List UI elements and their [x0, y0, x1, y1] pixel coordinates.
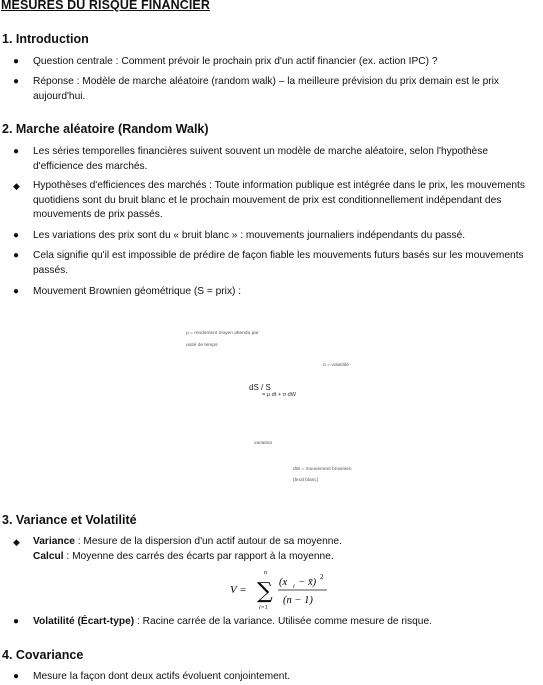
list-item-text: Réponse : Modèle de marche aléatoire (random walk) – la meilleure prévision du prix demain est le prix aujourd'hui. [33, 76, 500, 102]
term-label: Calcul [33, 550, 64, 562]
term-label: Variance [33, 536, 75, 547]
formula-minus: − [299, 577, 305, 588]
section-heading-random-walk: 2. Marche aléatoire (Random Walk) [2, 122, 209, 136]
list-item [13, 229, 541, 244]
bullet-icon: ● [13, 56, 20, 67]
figure-label-white-noise: (bruit blanc) [293, 478, 319, 483]
bullet-icon: ● [13, 616, 20, 627]
bullet-icon: ● [13, 671, 20, 682]
formula-subscript: i [293, 583, 295, 590]
list-item [13, 670, 541, 685]
formula-sum-bottom: i=1 [259, 605, 268, 611]
figure-equation: = μ dt + σ dW [262, 392, 297, 398]
document-title: MESURES DU RISQUE FINANCIER [1, 0, 210, 12]
bullet-icon: ● [13, 76, 20, 87]
figure-label-mu-unit: unité de temps [186, 343, 218, 348]
figure-label-variation: variation [254, 441, 273, 446]
list-item-text: : Mesure de la dispersion d'un actif autour de sa moyenne. [74, 536, 342, 547]
formula-power: 2 [320, 573, 324, 581]
figure-label-sigma: σ = volatilité [323, 363, 349, 368]
variance-formula-svg [230, 566, 340, 616]
diamond-bullet-icon: ◆ [13, 181, 20, 191]
list-item [13, 55, 541, 70]
list-item [13, 75, 541, 104]
list-item-text: Cela signifie qu'il est impossible de prédire de façon fiable les mouvements futurs basés sur les mouvements passés. [33, 250, 524, 276]
list-item [13, 615, 541, 630]
list-item [13, 535, 541, 564]
formula-mean: x̄) [308, 577, 317, 588]
bullet-icon: ● [13, 250, 20, 261]
formula-lhs: V = [230, 584, 247, 596]
sigma-icon: ∑ [257, 579, 273, 604]
figure-label-mu: μ = rendement moyen attendu par [186, 331, 259, 336]
bullet-icon: ● [13, 146, 20, 157]
list-item-text: Question centrale : Comment prévoir le prochain prix d'un actif financier (ex. action IPC) ? [33, 56, 438, 67]
section-heading-introduction: 1. Introduction [2, 32, 89, 46]
figure-fraction: dS / S [249, 383, 271, 392]
section-heading-covariance: 4. Covariance [2, 648, 84, 662]
list-item-text: Les séries temporelles financières suivent souvent un modèle de marche aléatoire, selon l'hypothèse d'efficience des marchés. [33, 146, 488, 172]
bullet-icon: ● [13, 230, 20, 241]
list-item-text: Les variations des prix sont du « bruit blanc » : mouvements journaliers indépendants du passé. [33, 230, 466, 241]
list-item [13, 145, 541, 174]
list-item [13, 285, 541, 300]
figure-label-dw: dW = mouvement brownien [293, 467, 352, 472]
section-heading-variance: 3. Variance et Volatilité [2, 513, 137, 527]
list-item-text: : Racine carrée de la variance. Utilisée comme mesure de risque. [134, 616, 432, 627]
list-item [13, 249, 541, 278]
formula-sum-top: n [264, 570, 267, 576]
term-label: Volatilité (Écart-type) [33, 616, 135, 627]
diamond-bullet-icon: ◆ [13, 537, 20, 547]
formula-numerator: (x [279, 577, 288, 588]
list-item-text: Hypothèses d'efficiences des marchés : Toute information publique est intégrée dans le prix, les mouvements quotidiens sont du bruit blanc et le prochain mouvement de prix est conditionnellement indépendant des mouvements de prix passés. [33, 180, 525, 221]
list-item-text: Mesure la façon dont deux actifs évoluent conjointement. [33, 671, 291, 682]
formula-denominator: (n − 1) [283, 595, 313, 606]
variance-formula [230, 566, 330, 612]
list-item-text: : Moyenne des carrés des écarts par rapport à la moyenne. [63, 550, 334, 562]
list-item-text: Mouvement Brownien géométrique (S = prix) : [33, 286, 242, 297]
list-item [13, 179, 541, 223]
bullet-icon: ● [13, 286, 20, 297]
